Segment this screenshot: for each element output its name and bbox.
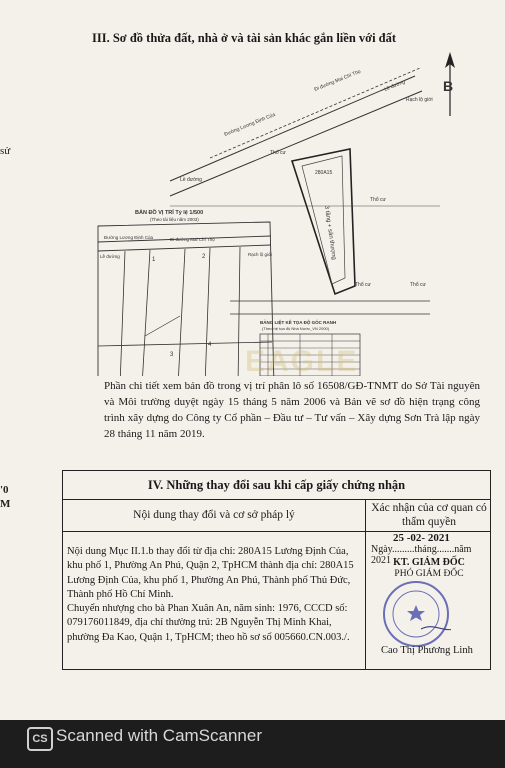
column-header: Xác nhận của cơ quan có thẩm quyền bbox=[371, 502, 487, 528]
svg-text:(Theo hệ tọa độ Nhà Nước_VN 20: (Theo hệ tọa độ Nhà Nước_VN 2000) bbox=[262, 326, 330, 331]
signer-title: KT. GIÁM ĐỐC bbox=[393, 557, 465, 568]
svg-text:Đường Lương Định Của: Đường Lương Định Của bbox=[104, 235, 153, 240]
land-use-label: Thổ cư bbox=[370, 197, 386, 203]
handwritten-date: 25 -02- 2021 bbox=[393, 532, 450, 544]
svg-text:1: 1 bbox=[152, 257, 156, 263]
canal-label: Rạch lộ giới bbox=[406, 97, 433, 103]
watermark: EAGLE bbox=[245, 345, 359, 378]
section3-title: III. Sơ đồ thửa đất, nhà ở và tài sản khác gắn liền với đất bbox=[92, 31, 397, 45]
svg-text:(Theo tài liệu năm 2003): (Theo tài liệu năm 2003) bbox=[150, 217, 199, 222]
detail-paragraph: Phần chi tiết xem bản đồ trong vị trí phân lô số 16508/GĐ-TNMT do Sở Tài nguyên và Môi trường duyệt ngày 15 tháng 5 năm 2006 và Bản vẽ sơ đồ hiện trạng công trình xây dựng do Công ty Cổ phần – Đầu tư – Tư vấn – Xây dựng Sơn Trà lập ngày 28 tháng 11 năm 2019. bbox=[104, 380, 480, 440]
svg-text:Lề đường: Lề đường bbox=[100, 254, 120, 259]
svg-text:BẢN ĐỒ VỊ TRÍ Tỷ lệ 1/500: BẢN ĐỒ VỊ TRÍ Tỷ lệ 1/500 bbox=[135, 210, 204, 216]
changes-table bbox=[62, 470, 491, 670]
change-content bbox=[67, 545, 361, 645]
land-use-label: Thổ cư bbox=[355, 282, 371, 288]
change-entry: Nội dung Mục II.1.b thay đổi từ địa chỉ: 280A15 Lương Định Của, khu phố 1, Phường An Phú, Quận 2, TpHCM thành địa chỉ: 280A15 Lương Định Của, khu phố 1, Phường An Phú, Thành phố Thủ Đức, Thành phố Hồ Chí Minh. bbox=[67, 546, 354, 600]
signer-subtitle: PHÓ GIÁM ĐỐC bbox=[394, 569, 464, 579]
land-plot-sketch bbox=[50, 46, 490, 376]
printed-date: Ngày.........tháng.......năm 2021 bbox=[371, 544, 472, 566]
svg-text:BẢNG LIỆT KÊ TỌA ĐỘ GÓC RANH: BẢNG LIỆT KÊ TỌA ĐỘ GÓC RANH bbox=[260, 320, 337, 325]
house-label: 3 tầng + sân thượng bbox=[323, 205, 337, 261]
svg-text:4: 4 bbox=[208, 342, 212, 348]
north-label: B bbox=[443, 78, 454, 94]
svg-text:Rạch lộ giới: Rạch lộ giới bbox=[248, 252, 272, 257]
margin-fragment: '0 bbox=[0, 484, 9, 496]
street-label: Đi đường Mai Chí Thọ bbox=[313, 68, 362, 93]
margin-fragment: sử bbox=[0, 145, 11, 157]
street-label: Đường Lương Định Của bbox=[223, 111, 277, 138]
svg-text:Đi đường Mai Chí Thọ: Đi đường Mai Chí Thọ bbox=[170, 237, 215, 242]
curb-label: Lề đường bbox=[383, 79, 407, 93]
camscanner-logo-icon: CS bbox=[27, 727, 53, 751]
land-use-label: Thổ cư bbox=[410, 282, 426, 288]
curb-label: Lề đường bbox=[180, 177, 202, 183]
scanner-caption: Scanned with CamScanner bbox=[56, 726, 263, 745]
svg-text:2: 2 bbox=[202, 254, 206, 260]
svg-text:3: 3 bbox=[170, 352, 174, 358]
lot-number-label: 280A15 bbox=[315, 170, 333, 176]
signer-name: Cao Thị Phương Linh bbox=[381, 645, 473, 656]
change-entry: Chuyển nhượng cho bà Phan Xuân An, năm sinh: 1976, CCCD số: 079176011849, địa chỉ thường trú: 2B Nguyễn Thị Minh Khai, phường Đa Kao, Quận 1, TpHCM; theo hồ sơ số 005660.CN.003./. bbox=[67, 603, 350, 643]
margin-fragment: M bbox=[0, 498, 11, 510]
official-seal-icon bbox=[381, 579, 451, 649]
land-use-label: Thổ cư bbox=[270, 150, 286, 156]
column-header: Nội dung thay đổi và cơ sở pháp lý bbox=[133, 509, 295, 521]
section4-title: IV. Những thay đổi sau khi cấp giấy chứng nhận bbox=[63, 471, 490, 500]
